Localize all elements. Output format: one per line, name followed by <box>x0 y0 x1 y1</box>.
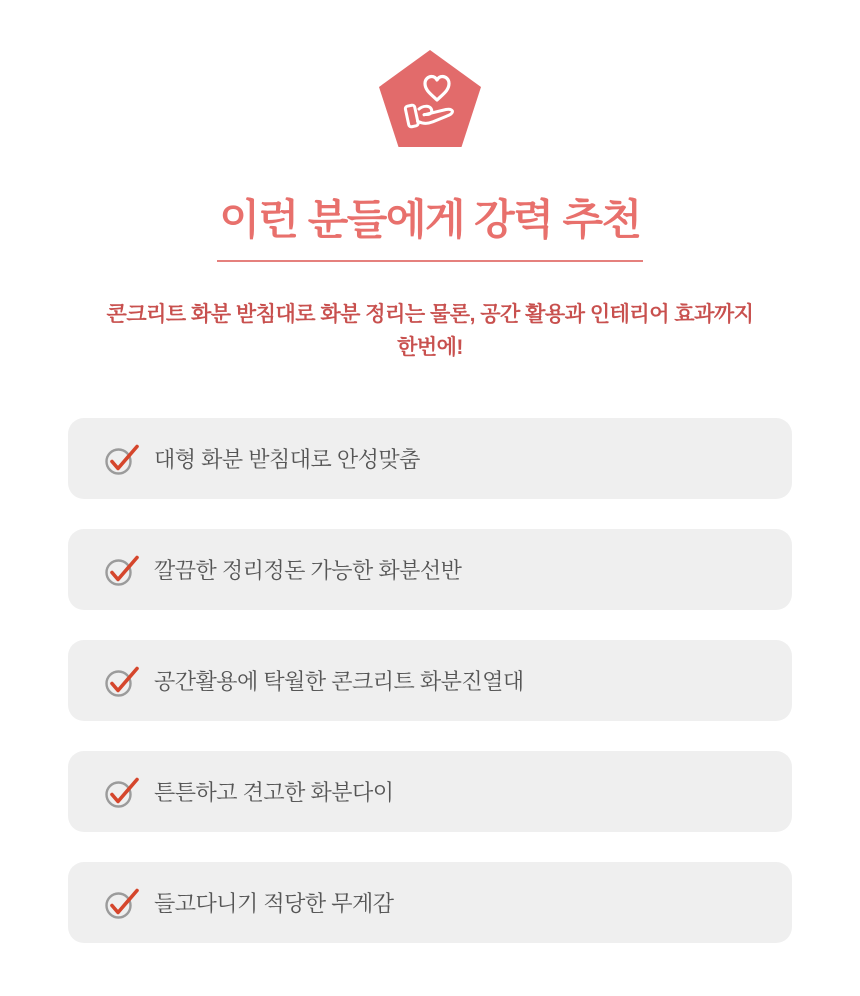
feature-list <box>0 418 860 943</box>
checkmark-icon <box>104 554 140 586</box>
checkmark-icon <box>104 665 140 697</box>
feature-label: 공간활용에 탁월한 콘크리트 화분진열대 <box>154 669 524 695</box>
feature-label: 깔끔한 정리정돈 가능한 화분선반 <box>154 558 462 584</box>
feature-item <box>68 418 792 499</box>
checkmark-icon <box>104 776 140 808</box>
feature-item <box>68 529 792 610</box>
feature-item <box>68 751 792 832</box>
feature-label: 대형 화분 받침대로 안성맞춤 <box>154 447 420 473</box>
checkmark-icon <box>104 887 140 919</box>
feature-label: 들고다니기 적당한 무게감 <box>154 891 394 917</box>
hand-holding-heart-icon <box>378 50 482 150</box>
feature-label: 튼튼하고 견고한 화분다이 <box>154 780 394 806</box>
subtitle-line2: 한번에! <box>397 336 463 360</box>
feature-item <box>68 862 792 943</box>
subtitle-line1: 콘크리트 화분 받침대로 화분 정리는 물론, 공간 활용과 인테리어 효과까지 <box>106 303 754 326</box>
hero-subtitle <box>80 298 780 364</box>
checkmark-icon <box>104 443 140 475</box>
hero-section <box>0 0 860 364</box>
pentagon-badge <box>378 50 482 150</box>
feature-item <box>68 640 792 721</box>
page-title: 이런 분들에게 강력 추천 <box>217 187 642 262</box>
